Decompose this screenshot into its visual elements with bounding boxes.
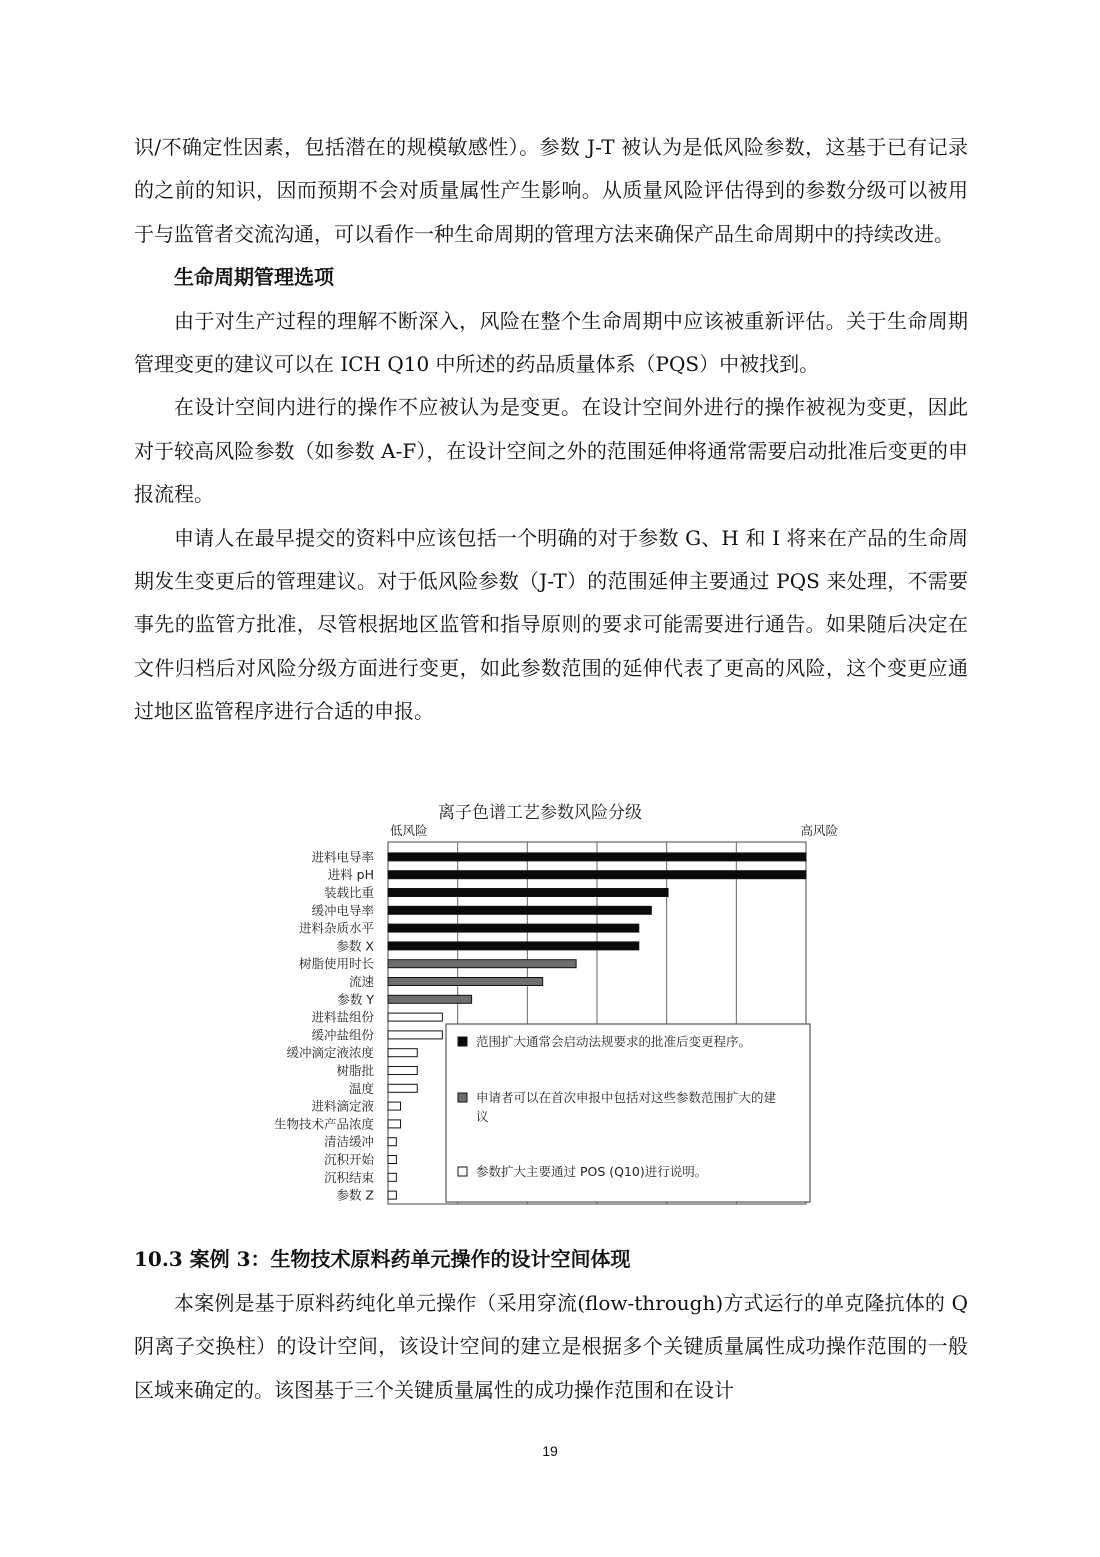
- bar-7: [388, 960, 576, 968]
- chart-legend: [446, 1024, 810, 1202]
- bar-18: [388, 1156, 396, 1164]
- category-label: 树脂批: [336, 1063, 374, 1078]
- paragraph-2: 由于对生产过程的理解不断深入，风险在整个生命周期中应该被重新评估。关于生命周期管理变更的建议可以在 ICH Q10 中所述的药品质量体系（PQS）中被找到。: [134, 308, 968, 377]
- legend-text-low: 参数扩大主要通过 POS (Q10)进行说明。: [476, 1164, 708, 1179]
- axis-low-risk-label: 低风险: [390, 823, 428, 838]
- bar-13: [388, 1067, 417, 1075]
- legend-text-high: 范围扩大通常会启动法规要求的批准后变更程序。: [476, 1034, 752, 1049]
- paragraph-1: 识/不确定性因素，包括潜在的规模敏感性）。参数 J-T 被认为是低风险参数，这基于已有记录的之前的知识，因而预期不会对质量属性产生影响。从质量风险评估得到的参数分级可以被用于与监管者交流沟通，可以看作一种生命周期的管理方法来确保产品生命周期中的持续改进。: [134, 135, 968, 246]
- page-number: 19: [542, 1443, 558, 1459]
- category-label: 沉积结束: [323, 1169, 374, 1185]
- bar-5: [388, 924, 639, 932]
- bar-15: [388, 1102, 401, 1110]
- category-label: 生物技术产品浓度: [273, 1116, 374, 1132]
- bar-10: [388, 1013, 442, 1021]
- bar-16: [388, 1120, 401, 1128]
- category-label: 树脂使用时长: [298, 956, 374, 972]
- category-label: 参数 Z: [336, 1187, 374, 1203]
- category-label: 参数 X: [336, 938, 374, 954]
- risk-ranking-chart: [258, 798, 838, 1208]
- section-heading-10-3: 10.3 案例 3：生物技术原料药单元操作的设计空间体现: [134, 1247, 631, 1271]
- bar-6: [388, 942, 639, 950]
- bar-8: [388, 978, 543, 986]
- bar-2: [388, 871, 806, 879]
- paragraph-5: 本案例是基于原料药纯化单元操作（采用穿流(flow-through)方式运行的单克隆抗体的 Q 阴离子交换柱）的设计空间，该设计空间的建立是根据多个关键质量属性成功操作范围的一般区域来确定的。该图基于三个关键质量属性的成功操作范围和在设计: [134, 1291, 968, 1402]
- bar-14: [388, 1084, 417, 1092]
- category-label: 温度: [348, 1080, 374, 1096]
- legend-text-medium: 申请者可以在首次申报中包括对这些参数范围扩大的建: [476, 1090, 777, 1105]
- bar-20: [388, 1191, 396, 1199]
- category-label: 沉积开始: [323, 1152, 374, 1167]
- subheading-lifecycle-options: 生命周期管理选项: [174, 265, 334, 290]
- bar-12: [388, 1049, 417, 1057]
- bar-1: [388, 853, 806, 861]
- category-label: 缓冲盐组份: [311, 1027, 374, 1043]
- category-label: 流速: [348, 974, 374, 989]
- body-text-bottom: [134, 1282, 968, 1412]
- category-label: 参数 Y: [337, 991, 374, 1007]
- category-label: 清洁缓冲: [323, 1134, 374, 1150]
- legend-swatch-medium: [458, 1093, 467, 1102]
- risk-ranking-chart-svg: [258, 798, 838, 1208]
- axis-high-risk-label: 高风险: [800, 823, 838, 838]
- category-label: 缓冲电导率: [311, 902, 374, 918]
- legend-swatch-high: [458, 1037, 467, 1046]
- body-text-top: [134, 126, 968, 734]
- chart-title: 离子色谱工艺参数风险分级: [438, 803, 642, 823]
- category-label: 进料滴定液: [311, 1098, 374, 1114]
- bar-11: [388, 1031, 442, 1039]
- bar-4: [388, 906, 651, 914]
- category-label: 进料杂质水平: [298, 920, 374, 936]
- legend-swatch-low: [458, 1167, 467, 1176]
- bar-19: [388, 1173, 396, 1181]
- category-label: 缓冲滴定液浓度: [286, 1045, 374, 1061]
- category-label: 进料盐组份: [311, 1009, 374, 1025]
- bar-9: [388, 995, 472, 1003]
- category-label: 装载比重: [323, 885, 374, 900]
- paragraph-3: 在设计空间内进行的操作不应被认为是变更。在设计空间外进行的操作被视为变更，因此对于较高风险参数（如参数 A-F），在设计空间之外的范围延伸将通常需要启动批准后变更的申报流程。: [134, 395, 968, 507]
- legend-text-medium: 议: [476, 1109, 489, 1124]
- paragraph-4: 申请人在最早提交的资料中应该包括一个明确的对于参数 G、H 和 I 将来在产品的生命周期发生变更后的管理建议。对于低风险参数（J-T）的范围延伸主要通过 PQS 来处理，不需要事先的监管方批准，尽管根据地区监管和指导原则的要求可能需要进行通告。如果随后决定在文件归档后对风险分级方面进行变更，如此参数范围的延伸代表了更高的风险，这个变更应通过地区监管程序进行合适的申报。: [134, 525, 968, 724]
- category-label: 进料电导率: [311, 849, 374, 865]
- category-label: 进料 pH: [327, 867, 374, 883]
- bar-17: [388, 1138, 396, 1146]
- bar-3: [388, 889, 668, 897]
